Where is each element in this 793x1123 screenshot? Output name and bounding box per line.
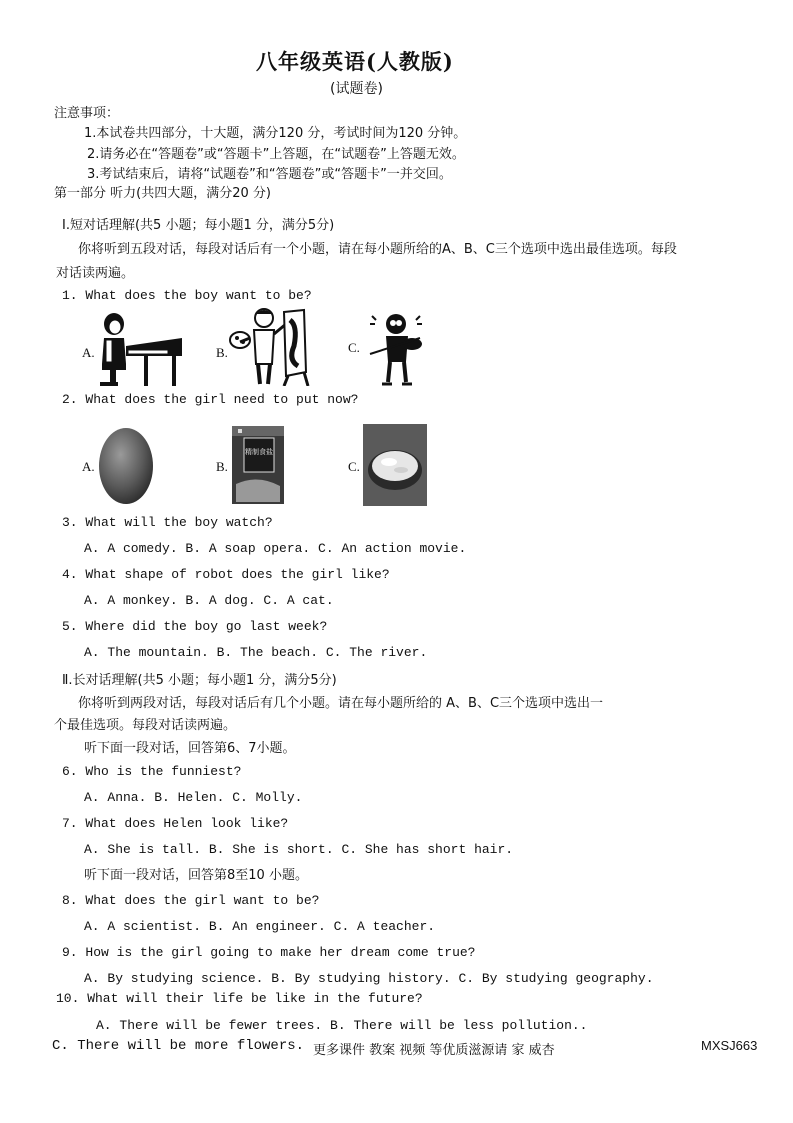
question-9: 9. How is the girl going to make her dream come true? (62, 945, 476, 960)
question-5-options: A. The mountain. B. The beach. C. The river. (84, 645, 428, 660)
page-title: 八年级英语(人教版) (256, 49, 454, 74)
notes-item: 3.考试结束后，请将“试题卷”和“答题卷”或“答题卡”一并交回。 (87, 167, 452, 182)
section2-instructions: 个最佳选项。每段对话读两遍。 (54, 718, 237, 733)
question-8-options: A. A scientist. B. An engineer. C. A teacher. (84, 919, 436, 934)
salt-bag-label: 精制食盐 (245, 448, 273, 456)
watermark-text: 更多课件 教案 视频 等优质滋源请 家 威杏 (313, 1043, 555, 1058)
question-3-options: A. A comedy. B. A soap opera. C. An action movie. (84, 541, 467, 556)
violinist-picture (364, 310, 434, 386)
question-10-options: A. There will be fewer trees. B. There will be less pollution.. (96, 1018, 588, 1033)
section1-instructions: 你将听到五段对话，每段对话后有一个小题，请在每小题所给的A、B、C三个选项中选出最佳选项。每段 (78, 242, 677, 257)
option-label: C. (348, 340, 360, 355)
document-code: MXSJ663 (701, 1038, 758, 1053)
question-6: 6. Who is the funniest? (62, 764, 242, 779)
dialog-2-intro: 听下面一段对话，回答第8至10 小题。 (84, 868, 308, 883)
notes-item: 1.本试卷共四部分，十大题，满分120 分，考试时间为120 分钟。 (84, 126, 467, 141)
question-10: 10. What will their life be like in the future? (56, 991, 423, 1006)
notes-item: 2.请务必在“答题卷”或“答题卡”上答题，在“试题卷”上答题无效。 (87, 147, 465, 162)
question-5: 5. Where did the boy go last week? (62, 619, 328, 634)
part1-heading: 第一部分 听力(共四大题，满分20 分) (54, 186, 271, 201)
question-4: 4. What shape of robot does the girl like? (62, 567, 390, 582)
option-label: B. (216, 459, 228, 474)
option-label: B. (216, 345, 228, 360)
question-6-options: A. Anna. B. Helen. C. Molly. (84, 790, 303, 805)
question-8: 8. What does the girl want to be? (62, 893, 320, 908)
option-label: A. (82, 345, 95, 360)
option-label: A. (82, 459, 95, 474)
notes-heading: 注意事项： (54, 106, 120, 121)
page-subtitle: (试题卷) (330, 81, 383, 97)
egg-picture (98, 424, 154, 506)
question-1: 1. What does the boy want to be? (62, 288, 312, 303)
question-10-option-c: C. There will be more flowers. (52, 1038, 305, 1054)
section1-instructions: 对话读两遍。 (56, 266, 135, 281)
section1-heading: Ⅰ.短对话理解(共5 小题；每小题1 分，满分5分) (62, 218, 335, 233)
section2-heading: Ⅱ.长对话理解(共5 小题；每小题1 分，满分5分) (62, 673, 337, 688)
salt-bag-picture (230, 424, 286, 506)
question-9-options: A. By studying science. B. By studying history. C. By studying geography. (84, 971, 654, 986)
question-4-options: A. A monkey. B. A dog. C. A cat. (84, 593, 334, 608)
question-2: 2. What does the girl need to put now? (62, 392, 359, 407)
question-3: 3. What will the boy watch? (62, 515, 273, 530)
section2-instructions: 你将听到两段对话，每段对话后有几个小题。请在每小题所给的 A、B、C三个选项中选出一 (78, 696, 604, 711)
rice-bowl-picture (363, 424, 427, 506)
painter-picture (228, 306, 314, 386)
pianist-picture (96, 308, 182, 388)
dialog-1-intro: 听下面一段对话，回答第6、7小题。 (84, 741, 296, 756)
option-label: C. (348, 459, 360, 474)
question-7: 7. What does Helen look like? (62, 816, 289, 831)
question-7-options: A. She is tall. B. She is short. C. She has short hair. (84, 842, 514, 857)
